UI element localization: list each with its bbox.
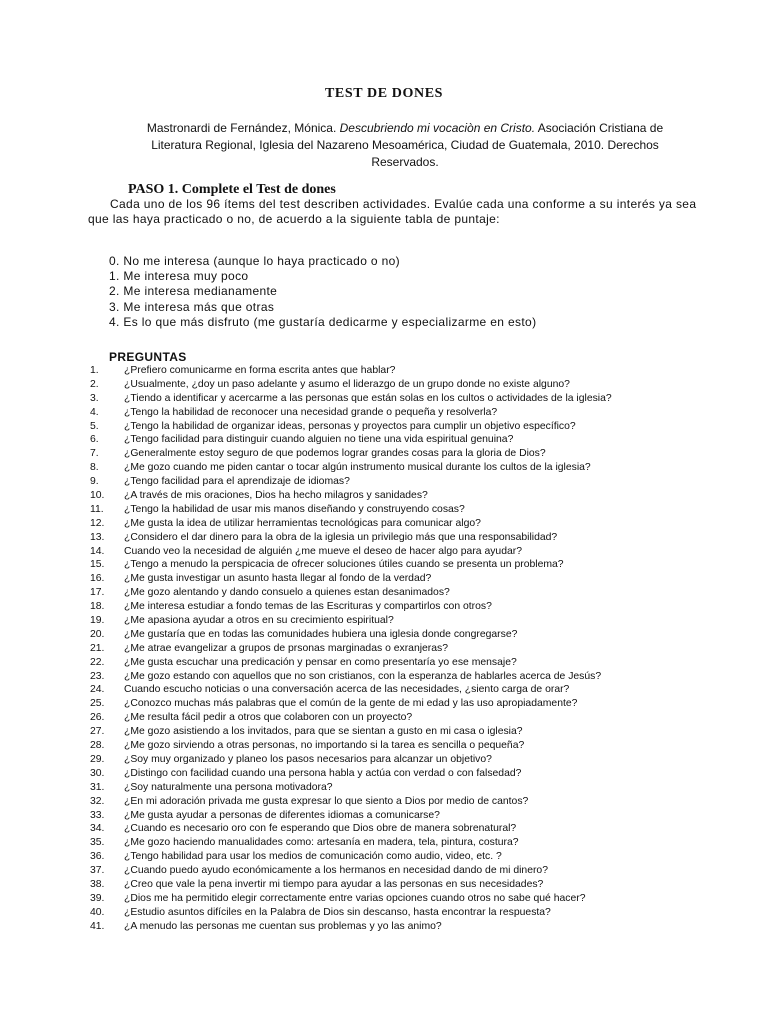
question-text: ¿Me gozo estando con aquellos que no son cristianos, con la esperanza de hablarles acerca de Jesús? xyxy=(124,670,602,682)
question-number: 1. xyxy=(90,365,99,376)
question-number: 3. xyxy=(90,392,99,404)
question-text: ¿Considero el dar dinero para la obra de la iglesia un privilegio más que una responsabilidad? xyxy=(124,531,558,543)
question-text: ¿Me gusta investigar un asunto hasta llegar al fondo de la verdad? xyxy=(124,573,432,585)
question-text: ¿Usualmente, ¿doy un paso adelante y asumo el liderazgo de un grupo donde no existe alguno? xyxy=(124,378,570,390)
question-number: 37. xyxy=(90,865,105,877)
question-number: 15. xyxy=(90,559,105,571)
question-text: ¿Soy muy organizado y planeo los pasos necesarios para alcanzar un objetivo? xyxy=(124,753,492,765)
scale-option: 1. Me interesa muy poco xyxy=(109,269,249,284)
question-number: 26. xyxy=(90,712,105,724)
question-number: 40. xyxy=(90,906,105,918)
question-text: ¿Me gusta la idea de utilizar herramientas tecnológicas para comunicar algo? xyxy=(124,517,481,529)
question-text: ¿Conozco muchas más palabras que el común de la gente de mi edad y las uso apropiadamente? xyxy=(124,698,578,710)
question-text: ¿A menudo las personas me cuentan sus problemas y yo las animo? xyxy=(124,920,442,932)
question-text: ¿Me interesa estudiar a fondo temas de las Escrituras y compartirlos con otros? xyxy=(124,601,492,613)
question-number: 13. xyxy=(90,531,105,543)
question-text: ¿Me gozo alentando y dando consuelo a quienes estan desanimados? xyxy=(124,587,450,599)
scale-option: 0. No me interesa (aunque lo haya practicado o no) xyxy=(109,254,400,268)
question-number: 20. xyxy=(90,628,105,640)
question-text: ¿Tiendo a identificar y acercarme a las personas que están solas en los cultos o actividades de la iglesia? xyxy=(124,392,612,404)
question-number: 10. xyxy=(90,490,105,502)
question-text: ¿Cuando puedo ayudo económicamente a los hermanos en necesidad dando de mi dinero? xyxy=(124,865,548,877)
question-text: ¿Me gozo sirviendo a otras personas, no importando si la tarea es sencilla o pequeña? xyxy=(124,740,525,752)
question-text: ¿Creo que vale la pena invertir mi tiempo para ayudar a las personas en sus necesidades? xyxy=(124,878,544,890)
question-text: Cuando escucho noticias o una conversación acerca de las necesidades, ¿siento carga de orar? xyxy=(124,684,570,696)
question-text: ¿Prefiero comunicarme en forma escrita antes que hablar? xyxy=(124,365,396,376)
step-instructions-text: Cada uno de los 96 ítems del test describen actividades. Evalúe cada una conforme a su interés ya sea que las haya practicado o no, de acuerdo a la siguiente tabla de puntaje: xyxy=(88,197,697,226)
question-number: 19. xyxy=(90,615,105,627)
question-text: ¿Me resulta fácil pedir a otros que colaboren con un proyecto? xyxy=(124,712,413,724)
question-number: 18. xyxy=(90,601,105,613)
step-heading: PASO 1. Complete el Test de dones xyxy=(128,182,336,197)
reference-publisher: Asociación Cristiana de Literatura Regional, Iglesia del Nazareno Mesoamérica, Ciudad de Guatemala, 2010. Derechos Reservados. xyxy=(151,121,664,169)
reference-book-title: Descubriendo mi vocaciòn en Cristo. xyxy=(339,121,536,135)
question-text: ¿A través de mis oraciones, Dios ha hecho milagros y sanidades? xyxy=(124,490,428,502)
question-number: 25. xyxy=(90,698,105,710)
question-text: ¿Soy naturalmente una persona motivadora? xyxy=(124,781,333,793)
step-instructions xyxy=(88,197,698,227)
scale-option: 3. Me interesa más que otras xyxy=(109,299,275,314)
reference-author: Mastronardi de Fernández, Mónica. xyxy=(146,121,337,135)
question-text: Cuando veo la necesidad de alguién ¿me mueve el deseo de hacer algo para ayudar? xyxy=(124,545,522,557)
question-number: 29. xyxy=(90,753,105,765)
question-number: 17. xyxy=(90,587,105,599)
question-number: 21. xyxy=(90,642,105,654)
question-number: 34. xyxy=(90,823,105,835)
question-text: ¿Me gozo cuando me piden cantar o tocar algún instrumento musical durante los cultos de la iglesia? xyxy=(124,462,591,474)
question-text: ¿Tengo la habilidad de reconocer una necesidad grande o pequeña y resolverla? xyxy=(124,406,498,418)
question-text: ¿Generalmente estoy seguro de que podemos lograr grandes cosas para la gloria de Dios? xyxy=(124,448,546,460)
question-text: ¿Estudio asuntos difíciles en la Palabra de Dios sin descanso, hasta encontrar la respuesta? xyxy=(124,906,551,918)
question-text: ¿Me apasiona ayudar a otros en su crecimiento espiritual? xyxy=(124,615,394,627)
question-number: 36. xyxy=(90,851,105,863)
question-text: ¿Me gozo asistiendo a los invitados, para que se sientan a gusto en mi casa o iglesia? xyxy=(124,726,523,738)
question-number: 16. xyxy=(90,573,105,585)
question-text: ¿Tengo facilidad para el aprendizaje de idiomas? xyxy=(124,476,350,488)
document-title: TEST DE DONES xyxy=(324,86,444,101)
question-number: 22. xyxy=(90,656,105,668)
question-number: 6. xyxy=(90,434,99,446)
question-text: ¿Tengo la habilidad de organizar ideas, personas y proyectos para cumplir un objetivo específico? xyxy=(124,420,576,432)
question-number: 35. xyxy=(90,837,105,849)
question-number: 7. xyxy=(90,448,99,460)
questions-heading: PREGUNTAS xyxy=(109,350,187,364)
question-number: 28. xyxy=(90,740,105,752)
question-text: ¿En mi adoración privada me gusta expresar lo que siento a Dios por medio de cantos? xyxy=(124,795,529,807)
question-number: 8. xyxy=(90,462,99,474)
question-text: ¿Me atrae evangelizar a grupos de prsonas marginadas o exranjeras? xyxy=(124,642,449,654)
question-number: 5. xyxy=(90,420,99,432)
question-text: ¿Tengo la habilidad de usar mis manos diseñando y construyendo cosas? xyxy=(124,503,465,515)
question-text: ¿Cuando es necesario oro con fe esperando que Dios obre de manera sobrenatural? xyxy=(124,823,517,835)
question-number: 23. xyxy=(90,670,105,682)
question-text: ¿Me gusta ayudar a personas de diferentes idiomas a comunicarse? xyxy=(124,809,440,821)
question-text: ¿Me gusta escuchar una predicación y pensar en como presentaría yo ese mensaje? xyxy=(124,656,517,668)
question-number: 39. xyxy=(90,892,105,904)
question-number: 27. xyxy=(90,726,105,738)
question-number: 30. xyxy=(90,767,105,779)
question-number: 14. xyxy=(90,545,105,557)
question-text: ¿Tengo habilidad para usar los medios de comunicación como audio, video, etc. ? xyxy=(124,851,502,863)
question-number: 4. xyxy=(90,406,99,418)
question-number: 32. xyxy=(90,795,105,807)
question-text: ¿Tengo a menudo la perspicacia de ofrecer soluciones útiles cuando se presenta un problema? xyxy=(124,559,564,571)
question-number: 31. xyxy=(90,781,105,793)
question-number: 38. xyxy=(90,878,105,890)
question-text: ¿Tengo facilidad para distinguir cuando alguien no tiene una vida espiritual genuina? xyxy=(124,434,514,446)
bibliographic-reference xyxy=(120,120,690,171)
question-text: ¿Me gozo haciendo manualidades como: artesanía en madera, tela, pintura, costura? xyxy=(124,837,519,849)
question-text: ¿Me gustaría que en todas las comunidades hubiera una iglesia donde congregarse? xyxy=(124,628,518,640)
question-text: ¿Dios me ha permitido elegir correctamente entre varias opciones cuando otros no sabe qué hacer? xyxy=(124,892,586,904)
question-number: 41. xyxy=(90,920,105,932)
scale-option: 2. Me interesa medianamente xyxy=(109,284,278,299)
question-number: 11. xyxy=(90,503,104,515)
question-text: ¿Distingo con facilidad cuando una persona habla y actúa con verdad o con falsedad? xyxy=(124,767,522,779)
question-number: 12. xyxy=(90,517,105,529)
question-number: 33. xyxy=(90,809,105,821)
scale-option: 4. Es lo que más disfruto (me gustaría dedicarme y especializarme en esto) xyxy=(109,314,537,329)
question-number: 9. xyxy=(90,476,99,488)
scoring-scale xyxy=(109,254,536,330)
question-number: 24. xyxy=(90,684,105,696)
question-number: 2. xyxy=(90,378,99,390)
